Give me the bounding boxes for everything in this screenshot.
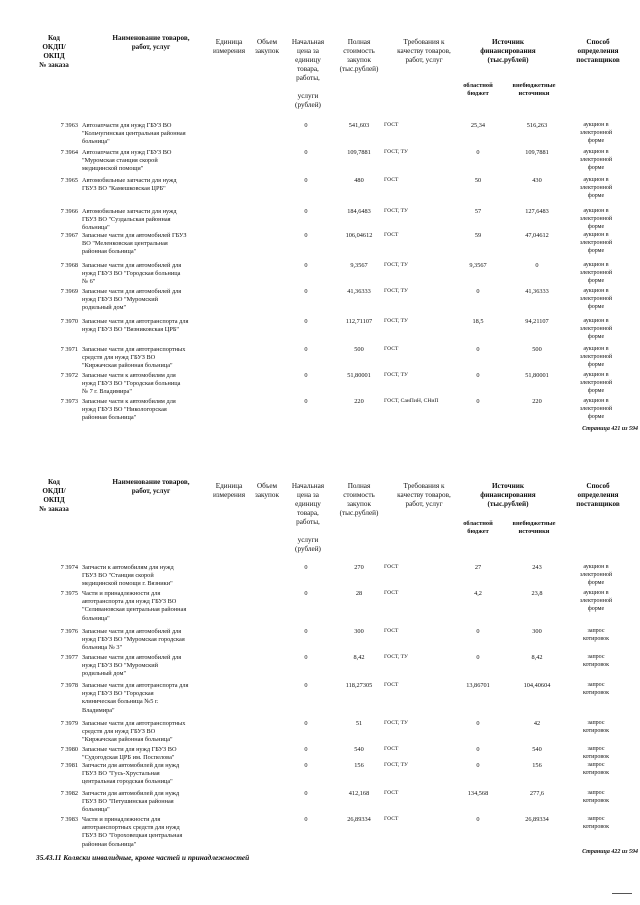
total-cost: 412,168: [348, 790, 370, 797]
regional-budget: 25,34: [470, 122, 486, 129]
unit-price: 0: [304, 122, 308, 129]
procurement-method: аукцион в электронной форме: [579, 208, 613, 230]
quality-requirements: ГОСТ, ТУ: [384, 318, 408, 324]
quality-requirements: ГОСТ: [384, 346, 399, 352]
header-method: Способ определения поставщиков: [576, 482, 620, 508]
procurement-method: аукцион в электронной форме: [579, 372, 613, 394]
order-code: 7 3975: [60, 590, 78, 597]
extrabudget-sources: 127,6483: [525, 208, 549, 215]
extrabudget-sources: 104,40604: [523, 682, 551, 689]
item-name: Автозапчасти для нужд ГБУЗ ВО "Кольчугинская центральная районная больница": [82, 122, 186, 146]
unit-price: 0: [304, 318, 308, 325]
total-cost: 26,89334: [347, 816, 371, 823]
header-volume: Объем закупок: [255, 482, 279, 499]
item-name: Запасные части для автомобилей ГБУЗ ВО "Меленковская центральная районная больница": [82, 232, 187, 256]
total-cost: 106,04612: [345, 232, 373, 239]
procurement-method: аукцион в электронной форме: [579, 149, 613, 171]
total-cost: 541,603: [348, 122, 370, 129]
quality-requirements: ГОСТ: [384, 177, 399, 183]
order-code: 7 3980: [60, 746, 78, 753]
extrabudget-sources: 42: [533, 720, 541, 727]
procurement-method: запрос котировок: [582, 790, 610, 804]
order-code: 7 3970: [60, 318, 78, 325]
order-code: 7 3972: [60, 372, 78, 379]
regional-budget: 0: [476, 372, 480, 379]
procurement-method: запрос котировок: [582, 682, 610, 696]
regional-budget: 50: [474, 177, 482, 184]
quality-requirements: ГОСТ, ТУ: [384, 654, 408, 660]
item-name: Запасные части для автотранспорта для нужд ГБУЗ ВО "Городская клиническая больница №5 г. Владимира": [82, 682, 189, 714]
extrabudget-sources: 500: [532, 346, 542, 353]
quality-requirements: ГОСТ: [384, 682, 399, 688]
regional-budget: 0: [476, 149, 480, 156]
quality-requirements: ГОСТ, СанПиН, СНиП: [384, 398, 439, 404]
unit-price: 0: [304, 682, 308, 689]
extrabudget-sources: 300: [532, 628, 542, 635]
item-name: Запасные части для автомобилей для нужд ГБУЗ ВО "Муромский родильный дом": [82, 288, 182, 312]
item-name: Запасные части для автотранспортных средств для нужд ГБУЗ ВО "Киржачская районная больница": [82, 346, 186, 370]
item-name: Автозапчасти для нужд ГБУЗ ВО "Муромская станция скорой медицинской помощи": [82, 149, 172, 173]
page-number: Страница 421 из 594: [582, 426, 638, 432]
header-regional: областной бюджет: [463, 82, 493, 97]
extrabudget-sources: 23,8: [531, 590, 543, 597]
regional-budget: 0: [476, 816, 480, 823]
header-total: Полная стоимость закупок (тыс.рублей): [339, 38, 379, 73]
procurement-method: запрос котировок: [582, 746, 610, 760]
total-cost: 270: [354, 564, 364, 571]
item-name: Запасные части для автомобилей для нужд ГБУЗ ВО "Городская больница № 6": [82, 262, 182, 286]
procurement-method: аукцион в электронной форме: [579, 346, 613, 368]
item-name: Запчасти для автомобилей для нужд ГБУЗ ВО "Петушинская районная больница": [82, 790, 180, 814]
regional-budget: 0: [476, 346, 480, 353]
regional-budget: 0: [476, 398, 480, 405]
total-cost: 220: [354, 398, 364, 405]
quality-requirements: ГОСТ: [384, 790, 399, 796]
extrabudget-sources: 0: [535, 262, 539, 269]
procurement-method: запрос котировок: [582, 628, 610, 642]
unit-price: 0: [304, 816, 308, 823]
quality-requirements: ГОСТ: [384, 628, 399, 634]
quality-requirements: ГОСТ, ТУ: [384, 720, 408, 726]
header-source: Источник финансирования (тыс.рублей): [480, 482, 536, 508]
order-code: 7 3978: [60, 682, 78, 689]
total-cost: 300: [354, 628, 364, 635]
order-code: 7 3967: [60, 232, 78, 239]
regional-budget: 57: [474, 208, 482, 215]
quality-requirements: ГОСТ: [384, 590, 399, 596]
procurement-method: аукцион в электронной форме: [579, 590, 613, 612]
unit-price: 0: [304, 372, 308, 379]
procurement-method: запрос котировок: [582, 816, 610, 830]
unit-price: 0: [304, 590, 308, 597]
quality-requirements: ГОСТ, ТУ: [384, 288, 408, 294]
regional-budget: 27: [474, 564, 482, 571]
item-name: Запасные части для автотранспорта для нужд ГБУЗ ВО "Вязниковская ЦРБ": [82, 318, 189, 334]
procurement-method: аукцион в электронной форме: [579, 318, 613, 340]
order-code: 7 3973: [60, 398, 78, 405]
header-requirements: Требования к качеству товаров, работ, услуг: [397, 482, 451, 508]
total-cost: 51,80001: [347, 372, 371, 379]
header-total: Полная стоимость закупок (тыс.рублей): [339, 482, 379, 517]
extrabudget-sources: 51,80001: [525, 372, 549, 379]
quality-requirements: ГОСТ: [384, 122, 399, 128]
procurement-method: запрос котировок: [582, 720, 610, 734]
regional-budget: 0: [476, 654, 480, 661]
regional-budget: 13,86701: [466, 682, 490, 689]
extrabudget-sources: 516,263: [526, 122, 548, 129]
item-name: Автомобильные запчасти для нужд ГБУЗ ВО "Камешковская ЦРБ": [82, 177, 177, 193]
order-code: 7 3976: [60, 628, 78, 635]
quality-requirements: ГОСТ, ТУ: [384, 372, 408, 378]
header-unit: Единица измерения: [212, 38, 246, 55]
quality-requirements: ГОСТ: [384, 746, 399, 752]
header-extrabudget: внебюджетные источники: [512, 82, 556, 97]
item-name: Запасные части к автомобилям для нужд ГБУЗ ВО "Городская больница № 7 г. Владимира": [82, 372, 181, 396]
quality-requirements: ГОСТ, ТУ: [384, 149, 408, 155]
extrabudget-sources: 94,21107: [525, 318, 549, 325]
regional-budget: 0: [476, 762, 480, 769]
unit-price: 0: [304, 262, 308, 269]
procurement-method: аукцион в электронной форме: [579, 564, 613, 586]
order-code: 7 3974: [60, 564, 78, 571]
total-cost: 109,7881: [347, 149, 371, 156]
header-regional: областной бюджет: [463, 520, 493, 535]
item-name: Запчасти для автомобилей для нужд ГБУЗ ВО "Гусь-Хрустальная центральная городская больница": [82, 762, 180, 786]
procurement-method: аукцион в электронной форме: [579, 122, 613, 144]
order-code: 7 3964: [60, 149, 78, 156]
total-cost: 41,36333: [347, 288, 371, 295]
order-code: 7 3963: [60, 122, 78, 129]
order-code: 7 3965: [60, 177, 78, 184]
unit-price: 0: [304, 232, 308, 239]
header-volume: Объем закупок: [255, 38, 279, 55]
order-code: 7 3983: [60, 816, 78, 823]
item-name: Запасные части для автомобилей для нужд ГБУЗ ВО "Муромский родильный дом": [82, 654, 182, 678]
order-code: 7 3977: [60, 654, 78, 661]
header-code: Код ОКДП/ ОКПД № заказа: [39, 34, 69, 69]
total-cost: 156: [354, 762, 364, 769]
item-name: Запасные части для автомобилей для нужд ГБУЗ ВО "Муромская городская больница № 3": [82, 628, 185, 652]
header-name: Наименование товаров, работ, услуг: [112, 478, 190, 495]
extrabudget-sources: 220: [532, 398, 542, 405]
extrabudget-sources: 540: [532, 746, 542, 753]
unit-price: 0: [304, 208, 308, 215]
corner-mark: [612, 893, 632, 894]
quality-requirements: ГОСТ: [384, 564, 399, 570]
regional-budget: 59: [474, 232, 482, 239]
total-cost: 28: [355, 590, 363, 597]
procurement-method: аукцион в электронной форме: [579, 177, 613, 199]
unit-price: 0: [304, 346, 308, 353]
order-code: 7 3971: [60, 346, 78, 353]
item-name: Запчасти к автомобилям для нужд ГБУЗ ВО "Станция скорой медицинской помощи г. Вязники": [82, 564, 174, 588]
order-code: 7 3969: [60, 288, 78, 295]
extrabudget-sources: 109,7881: [525, 149, 549, 156]
quality-requirements: ГОСТ: [384, 232, 399, 238]
total-cost: 540: [354, 746, 364, 753]
unit-price: 0: [304, 149, 308, 156]
order-code: 7 3979: [60, 720, 78, 727]
header-price: Начальная цена за единицу товара, работы, услуги (рублей): [291, 482, 325, 553]
item-name: Части и принадлежности для автотранспорта для нужд ГБУЗ ВО "Селивановская центральная районная больница": [82, 590, 187, 622]
regional-budget: 0: [476, 288, 480, 295]
header-code: Код ОКДП/ ОКПД № заказа: [39, 478, 69, 513]
unit-price: 0: [304, 790, 308, 797]
item-name: Автомобильные запчасти для нужд ГБУЗ ВО "Суздальская районная больница": [82, 208, 177, 232]
unit-price: 0: [304, 762, 308, 769]
regional-budget: 0: [476, 628, 480, 635]
extrabudget-sources: 26,89334: [525, 816, 549, 823]
regional-budget: 9,3567: [469, 262, 487, 269]
quality-requirements: ГОСТ, ТУ: [384, 762, 408, 768]
procurement-method: запрос котировок: [582, 762, 610, 776]
total-cost: 500: [354, 346, 364, 353]
header-source: Источник финансирования (тыс.рублей): [480, 38, 536, 64]
page-number: Страница 422 из 594: [582, 849, 638, 855]
section-heading: 35.43.11 Коляски инвалидные, кроме частей и принадлежностей: [36, 853, 250, 862]
procurement-method: запрос котировок: [582, 654, 610, 668]
total-cost: 480: [354, 177, 364, 184]
header-method: Способ определения поставщиков: [576, 38, 620, 64]
extrabudget-sources: 47,04612: [525, 232, 549, 239]
total-cost: 184,6483: [347, 208, 371, 215]
header-unit: Единица измерения: [212, 482, 246, 499]
procurement-method: аукцион в электронной форме: [579, 232, 613, 254]
procurement-method: аукцион в электронной форме: [579, 398, 613, 420]
extrabudget-sources: 41,36333: [525, 288, 549, 295]
order-code: 7 3968: [60, 262, 78, 269]
procurement-method: аукцион в электронной форме: [579, 262, 613, 284]
header-price: Начальная цена за единицу товара, работы, услуги (рублей): [291, 38, 325, 109]
extrabudget-sources: 243: [532, 564, 542, 571]
order-code: 7 3982: [60, 790, 78, 797]
item-name: Запасные части для нужд ГБУЗ ВО "Судогодская ЦРБ им. Поспелова": [82, 746, 177, 762]
unit-price: 0: [304, 628, 308, 635]
unit-price: 0: [304, 288, 308, 295]
procurement-method: аукцион в электронной форме: [579, 288, 613, 310]
extrabudget-sources: 430: [532, 177, 542, 184]
unit-price: 0: [304, 746, 308, 753]
total-cost: 112,71107: [345, 318, 373, 325]
header-requirements: Требования к качеству товаров, работ, услуг: [397, 38, 451, 64]
unit-price: 0: [304, 720, 308, 727]
regional-budget: 0: [476, 720, 480, 727]
regional-budget: 134,568: [467, 790, 489, 797]
item-name: Запасные части для автотранспортных средств для нужд ГБУЗ ВО "Киржачская районная больница": [82, 720, 186, 744]
order-code: 7 3981: [60, 762, 78, 769]
header-name: Наименование товаров, работ, услуг: [112, 34, 190, 51]
header-extrabudget: внебюджетные источники: [512, 520, 556, 535]
total-cost: 9,3567: [350, 262, 368, 269]
item-name: Части и принадлежности для автотранспортных средств для нужд ГБУЗ ВО "Гороховецкая центральная районная больница": [82, 816, 183, 848]
extrabudget-sources: 156: [532, 762, 542, 769]
regional-budget: 18,5: [472, 318, 484, 325]
total-cost: 51: [355, 720, 363, 727]
quality-requirements: ГОСТ, ТУ: [384, 262, 408, 268]
quality-requirements: ГОСТ: [384, 816, 399, 822]
total-cost: 118,27305: [345, 682, 373, 689]
unit-price: 0: [304, 564, 308, 571]
regional-budget: 0: [476, 746, 480, 753]
order-code: 7 3966: [60, 208, 78, 215]
unit-price: 0: [304, 177, 308, 184]
extrabudget-sources: 277,6: [529, 790, 545, 797]
unit-price: 0: [304, 398, 308, 405]
extrabudget-sources: 8,42: [531, 654, 543, 661]
total-cost: 8,42: [353, 654, 365, 661]
quality-requirements: ГОСТ, ТУ: [384, 208, 408, 214]
unit-price: 0: [304, 654, 308, 661]
item-name: Запасные части к автомобилям для нужд ГБУЗ ВО "Никологорская районная больница": [82, 398, 176, 422]
regional-budget: 4,2: [474, 590, 482, 597]
